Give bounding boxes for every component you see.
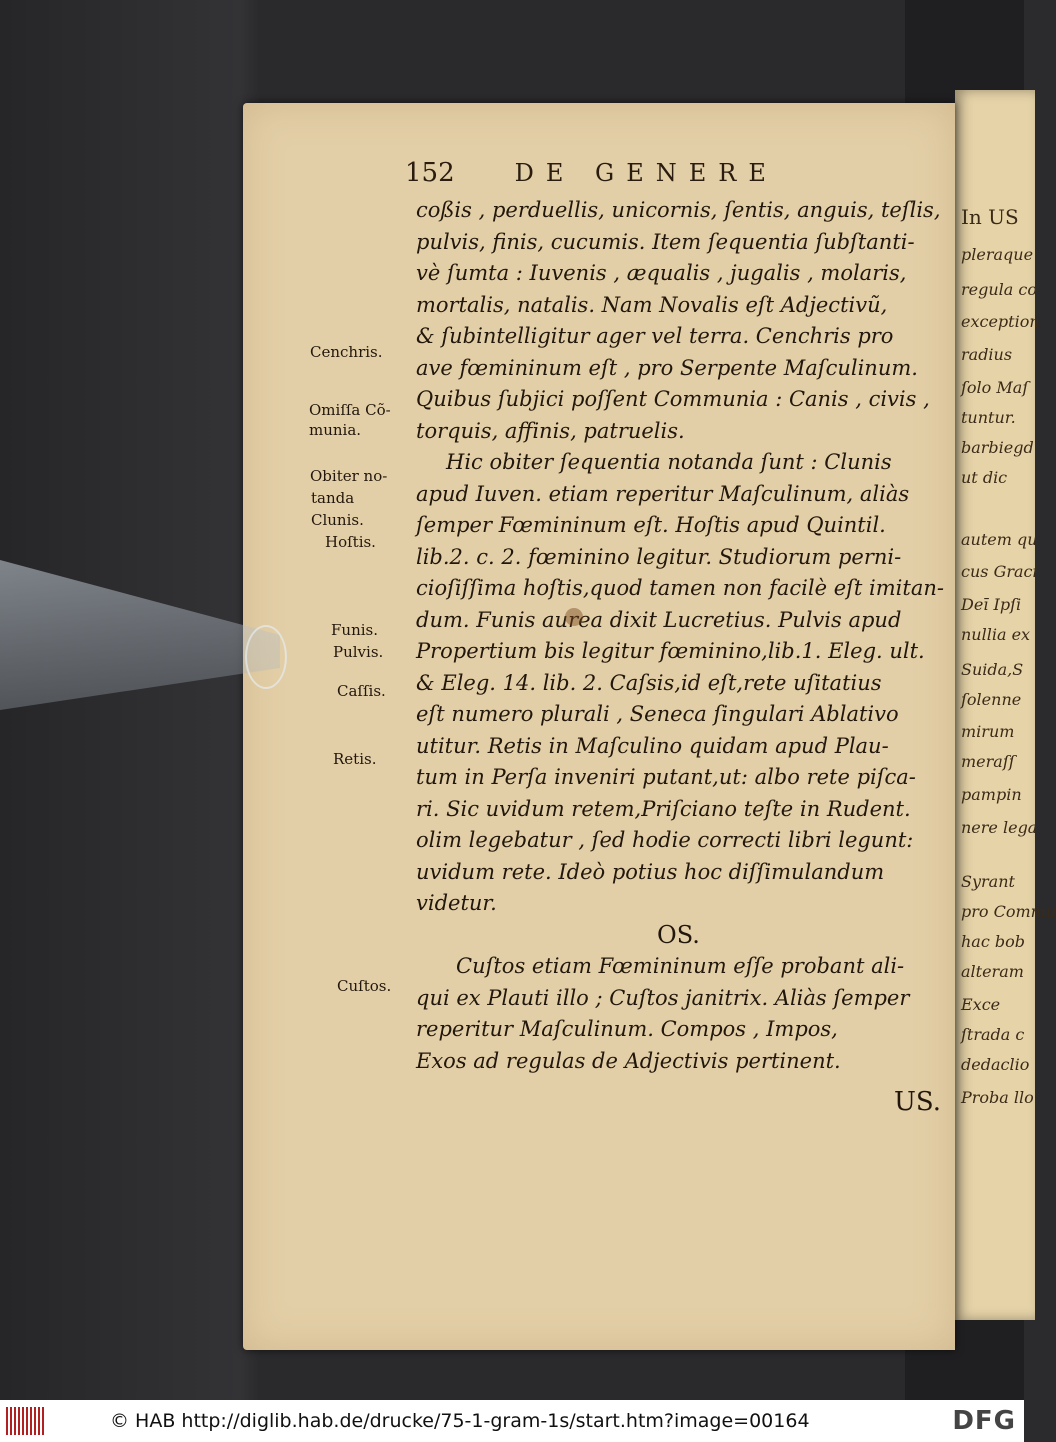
facing-line: barbiegd	[961, 438, 1034, 457]
text-line: ri. Sic uvidum retem,Priſciano teſte in Rudent.	[416, 796, 911, 821]
margin-note: Funis.	[331, 621, 378, 639]
facing-line: nere lega	[961, 818, 1038, 837]
text-line: coßis , perduellis, unicornis, ſentis, anguis, teſlis,	[416, 198, 941, 222]
margin-note: Omiſſa Cõ-	[309, 401, 391, 419]
facing-page	[955, 90, 1056, 1320]
facing-line: alteram	[961, 962, 1024, 981]
facing-line: Proba llo	[961, 1088, 1034, 1107]
text-line: Quibus ſubjici poſſent Communia : Canis , civis ,	[416, 387, 930, 411]
text-line: torquis, affinis, patruelis.	[416, 418, 685, 443]
paper-stain	[565, 608, 583, 626]
text-line: utitur. Retis in Maſculino quidam apud Plau-	[416, 733, 889, 758]
facing-line: hac bob	[961, 932, 1026, 951]
text-line: vè ſumta : Iuvenis , æqualis , jugalis , molaris,	[416, 261, 907, 285]
facing-line: mirum	[961, 722, 1015, 741]
text-line: & Eleg. 14. lib. 2. Caſsis,id eſt,rete uſitatius	[416, 670, 882, 695]
section-heading: OS.	[657, 920, 700, 949]
margin-note: Obiter no-	[310, 467, 388, 485]
text-line: videtur.	[416, 891, 497, 915]
text-line: Cuſtos etiam Fœmininum eſſe probant ali-	[456, 954, 905, 978]
text-line: Hic obiter ſequentia notanda ſunt : Clunis	[446, 450, 892, 474]
margin-note: tanda	[311, 489, 355, 507]
page-number: 152	[405, 158, 455, 188]
text-line: tum in Perſa inveniri putant,ut: albo rete piſca-	[416, 765, 916, 789]
facing-line: pleraque	[961, 245, 1034, 264]
text-line: eſt numero plurali , Seneca ſingulari Ablativo	[416, 702, 899, 726]
text-line: Propertium bis legitur fœminino,lib.1. Eleg. ult.	[416, 639, 925, 663]
margin-note: Hoſtis.	[325, 533, 376, 551]
text-line: uvidum rete. Ideò potius hoc diſſimulandum	[416, 859, 885, 884]
margin-note: Retis.	[333, 750, 377, 768]
running-title: DE GENERE	[514, 159, 778, 187]
barcode-icon	[6, 1407, 46, 1435]
facing-line: radius	[961, 345, 1013, 364]
facing-line: ſolo Maſ	[961, 378, 1029, 397]
glass-holder-tip	[245, 625, 287, 689]
facing-line: Suida,S	[961, 660, 1024, 679]
margin-note: Cuſtos.	[337, 977, 392, 995]
text-line: ſemper Fœmininum eſt. Hoſtis apud Quintil.	[416, 513, 886, 537]
facing-line: tuntur.	[961, 408, 1016, 427]
running-header	[405, 158, 835, 188]
facing-line: In US	[961, 205, 1019, 229]
facing-line: ſolenne	[961, 690, 1022, 709]
text-line: Exos ad regulas de Adjectivis pertinent.	[416, 1048, 841, 1073]
facing-line: cus Graci	[961, 562, 1038, 581]
dfg-logo: DFG	[952, 1406, 1016, 1436]
facing-line: regula co	[961, 280, 1037, 299]
facing-line: autem qu	[961, 530, 1038, 549]
margin-note: munia.	[309, 421, 362, 439]
margin-note: Caſſis.	[337, 682, 386, 700]
facing-line: Deī Ipſi	[961, 595, 1022, 614]
margin-note: Cenchris.	[310, 343, 383, 361]
copyright-url[interactable]: © HAB http://diglib.hab.de/drucke/75-1-gram-1s/start.htm?image=00164	[110, 1410, 810, 1432]
facing-line: dedaclio	[961, 1055, 1030, 1074]
text-line: cioſiſſima hoſtis,quod tamen non facilè eſt imitan-	[416, 576, 944, 600]
glass-page-holder	[0, 560, 280, 710]
facing-line: Syrant	[961, 872, 1015, 891]
text-line: ave fœmininum eſt , pro Serpente Maſculinum.	[416, 355, 918, 380]
margin-note: Pulvis.	[333, 643, 384, 661]
facing-line: pro Commu	[961, 902, 1056, 921]
footer-bar	[0, 1400, 1024, 1442]
facing-line: nullia ex	[961, 625, 1031, 644]
facing-line: pampin	[961, 785, 1022, 804]
text-line: pulvis, finis, cucumis. Item ſequentia ſubſtanti-	[416, 229, 915, 254]
text-line: reperitur Maſculinum. Compos , Impos,	[416, 1017, 838, 1041]
text-line: apud Iuven. etiam reperitur Maſculinum, aliàs	[416, 481, 910, 506]
facing-line: ut dic	[961, 468, 1008, 487]
text-line: qui ex Plauti illo ; Cuſtos janitrix. Aliàs ſemper	[416, 985, 910, 1010]
facing-line: meraſſ	[961, 752, 1015, 771]
text-line: lib.2. c. 2. fœminino legitur. Studiorum perni-	[416, 544, 902, 569]
body-text	[416, 195, 944, 1119]
facing-line: exception	[961, 312, 1040, 331]
facing-line: ſtrada c	[961, 1025, 1025, 1044]
facing-line: Exce	[961, 995, 1001, 1014]
text-line: olim legebatur , ſed hodie correcti libri legunt:	[416, 828, 914, 852]
text-line: dum. Funis aurea dixit Lucretius. Pulvis apud	[416, 607, 902, 632]
catchword: US.	[893, 1087, 941, 1117]
margin-note: Clunis.	[311, 511, 364, 529]
text-line: mortalis, natalis. Nam Novalis eſt Adjectivũ,	[416, 292, 888, 317]
text-line: & ſubintelligitur ager vel terra. Cenchris pro	[416, 324, 894, 348]
